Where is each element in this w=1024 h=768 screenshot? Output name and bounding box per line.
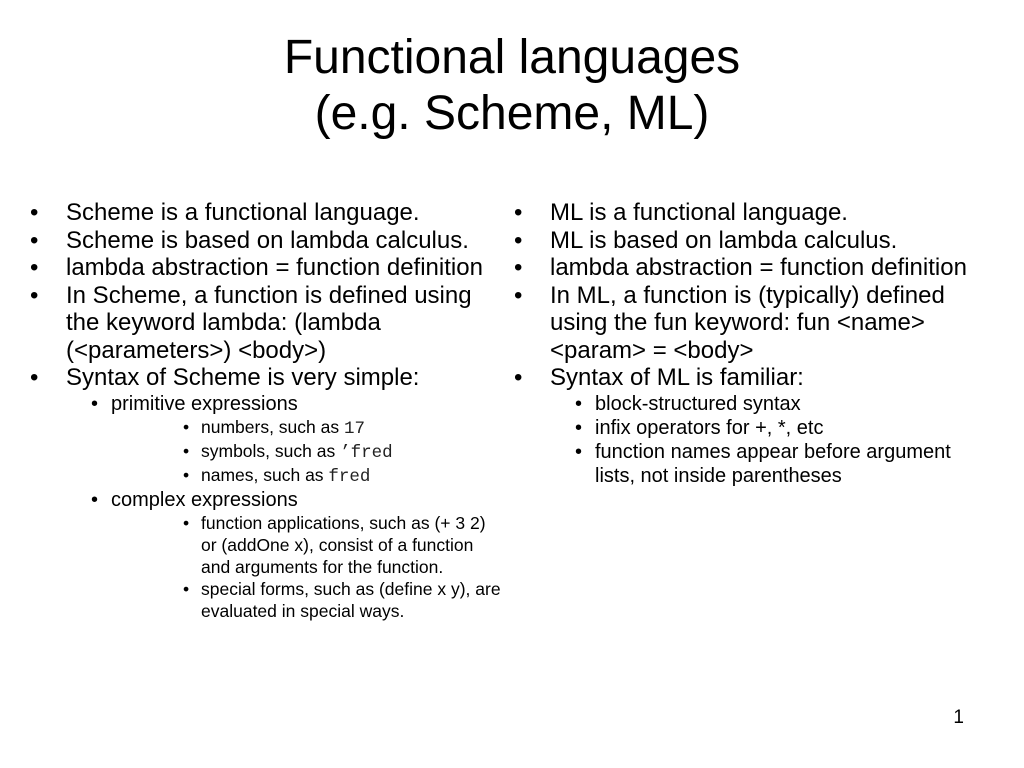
ml-bullet-list xyxy=(514,199,994,488)
scheme-column xyxy=(30,199,502,622)
code-snippet: ’fred xyxy=(340,442,393,463)
list-item: • ML is a functional language. xyxy=(514,199,994,227)
list-item: • Scheme is based on lambda calculus. xyxy=(30,227,502,255)
list-item xyxy=(66,488,502,622)
page-number: 1 xyxy=(953,707,964,728)
list-item: • function applications, such as (+ 3 2) or (addOne x), consist of a function and arguments for the function. xyxy=(111,512,502,578)
ml-column xyxy=(514,199,994,488)
list-item: • In Scheme, a function is defined using the keyword lambda: (lambda (<parameters>) <body>) xyxy=(30,282,502,365)
list-item xyxy=(514,364,994,488)
list-item-label: symbols, such as xyxy=(201,440,341,461)
scheme-syntax-sublist xyxy=(66,392,502,622)
slide-title-line-2: (e.g. Scheme, ML) xyxy=(314,87,710,140)
list-item: • special forms, such as (define x y), are evaluated in special ways. xyxy=(111,578,502,622)
list-item-label: primitive expressions xyxy=(111,392,298,415)
complex-expressions-list xyxy=(111,512,502,622)
ml-syntax-sublist xyxy=(550,392,994,488)
list-item xyxy=(111,416,502,440)
list-item: • infix operators for +, *, etc xyxy=(550,416,994,440)
slide-title-line-1: Functional languages xyxy=(283,31,741,84)
list-item-label: names, such as xyxy=(201,464,329,485)
code-snippet: 17 xyxy=(343,418,365,439)
list-item: • block-structured syntax xyxy=(550,392,994,416)
list-item: • In ML, a function is (typically) defined using the fun keyword: fun <name> <param> = <body> xyxy=(514,282,994,365)
primitive-expressions-list xyxy=(111,416,502,488)
list-item: • ML is based on lambda calculus. xyxy=(514,227,994,255)
list-item-label: Syntax of ML is familiar: xyxy=(550,364,804,391)
list-item xyxy=(30,364,502,622)
list-item: • lambda abstraction = function definition xyxy=(30,254,502,282)
code-snippet: fred xyxy=(328,466,371,487)
list-item-label: numbers, such as xyxy=(201,416,344,437)
list-item-label: complex expressions xyxy=(111,488,298,511)
list-item-label: Syntax of Scheme is very simple: xyxy=(66,364,420,391)
list-item: • Scheme is a functional language. xyxy=(30,199,502,227)
list-item xyxy=(66,392,502,488)
scheme-bullet-list xyxy=(30,199,502,622)
list-item xyxy=(111,440,502,464)
slide-title xyxy=(0,30,1024,142)
list-item xyxy=(111,464,502,488)
list-item: • lambda abstraction = function definition xyxy=(514,254,994,282)
list-item: • function names appear before argument lists, not inside parentheses xyxy=(550,440,994,488)
